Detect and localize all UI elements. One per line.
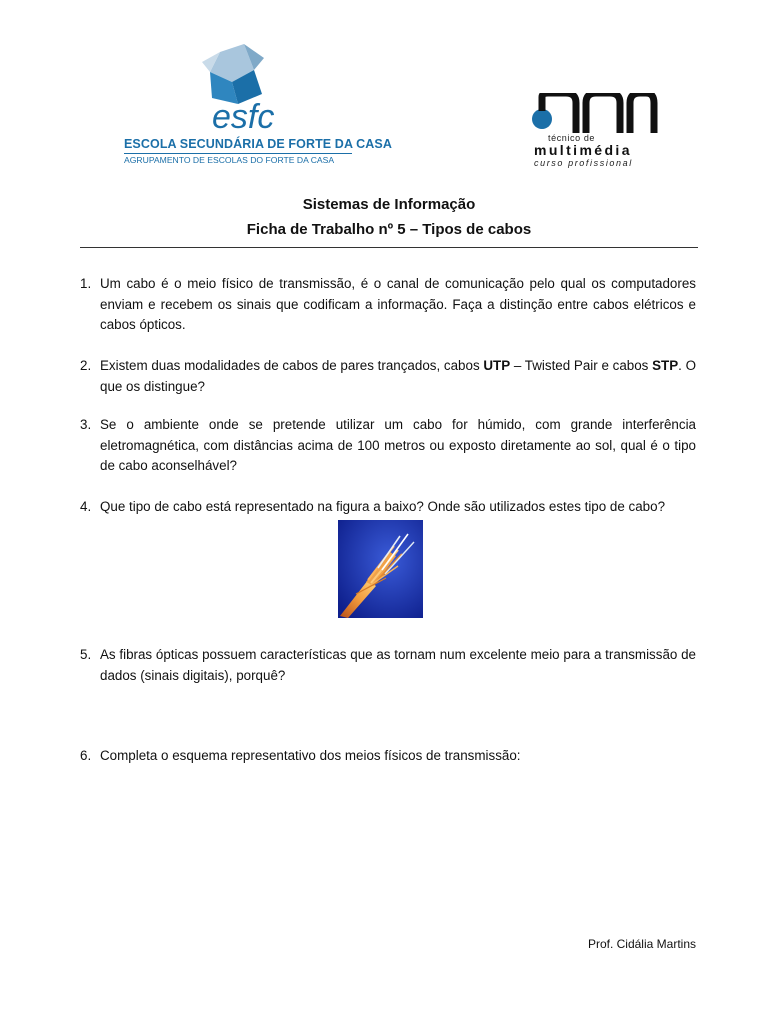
multimedia-mark-icon [532,93,658,133]
question-text: Que tipo de cabo está representado na figura a baixo? Onde são utilizados estes tipo de cabo? [100,499,666,514]
question-text-part: . O que os distingue? [100,358,696,394]
question-1 [80,274,696,336]
header-divider [80,247,698,248]
question-number: 6. [80,748,92,763]
worksheet-title: Ficha de Trabalho nº 5 – Tipos de cabos [246,221,532,238]
question-4 [80,497,696,518]
question-text [100,356,696,397]
term-utp: UTP [483,358,511,373]
question-text: Um cabo é o meio físico de transmissão, é o canal de comunicação pelo qual os computadores enviam e recebem os sinais que codificam a informação. Faça a distinção entre cabos elétricos e cabos ópticos. [100,276,696,332]
question-text: Completa o esquema representativo dos meios físicos de transmissão: [100,748,521,763]
question-number: 3. [80,417,92,432]
school-logo-wordmark-icon [212,102,292,134]
question-5 [80,645,696,686]
fiber-optic-cable-photo [338,520,423,618]
question-text: As fibras ópticas possuem características que as tornam num excelente meio para a transmissão de dados (sinais digitais), porquê? [100,647,696,683]
term-stp: STP [652,358,679,373]
school-logo [120,42,392,170]
school-group-name: AGRUPAMENTO DE ESCOLAS DO FORTE DA CASA [124,155,335,165]
school-name-divider [124,153,352,154]
question-2 [80,356,696,397]
multimedia-course-logo [532,93,662,173]
course-line-2: multimédia [534,142,632,158]
question-number: 1. [80,276,92,291]
course-line-3: curso profissional [534,158,633,168]
subject-title: Sistemas de Informação [302,196,476,213]
question-text-part: – Twisted Pair e cabos [510,358,653,373]
course-line-1: técnico de [548,133,596,143]
question-number: 2. [80,358,92,373]
question-number: 4. [80,499,92,514]
question-3 [80,415,696,477]
school-name: ESCOLA SECUNDÁRIA DE FORTE DA CASA [124,137,392,151]
author-name: Prof. Cidália Martins [587,937,696,951]
svg-text:esfc: esfc [212,102,275,134]
question-number: 5. [80,647,92,662]
question-text-part: Existem duas modalidades de cabos de pares trançados, cabos [100,358,484,373]
question-6 [80,746,696,767]
question-text: Se o ambiente onde se pretende utilizar um cabo for húmido, com grande interferência eletromagnética, com distâncias acima de 100 metros ou exposto diretamente ao sol, qual é o tipo de cabo aconselhável? [100,417,696,473]
